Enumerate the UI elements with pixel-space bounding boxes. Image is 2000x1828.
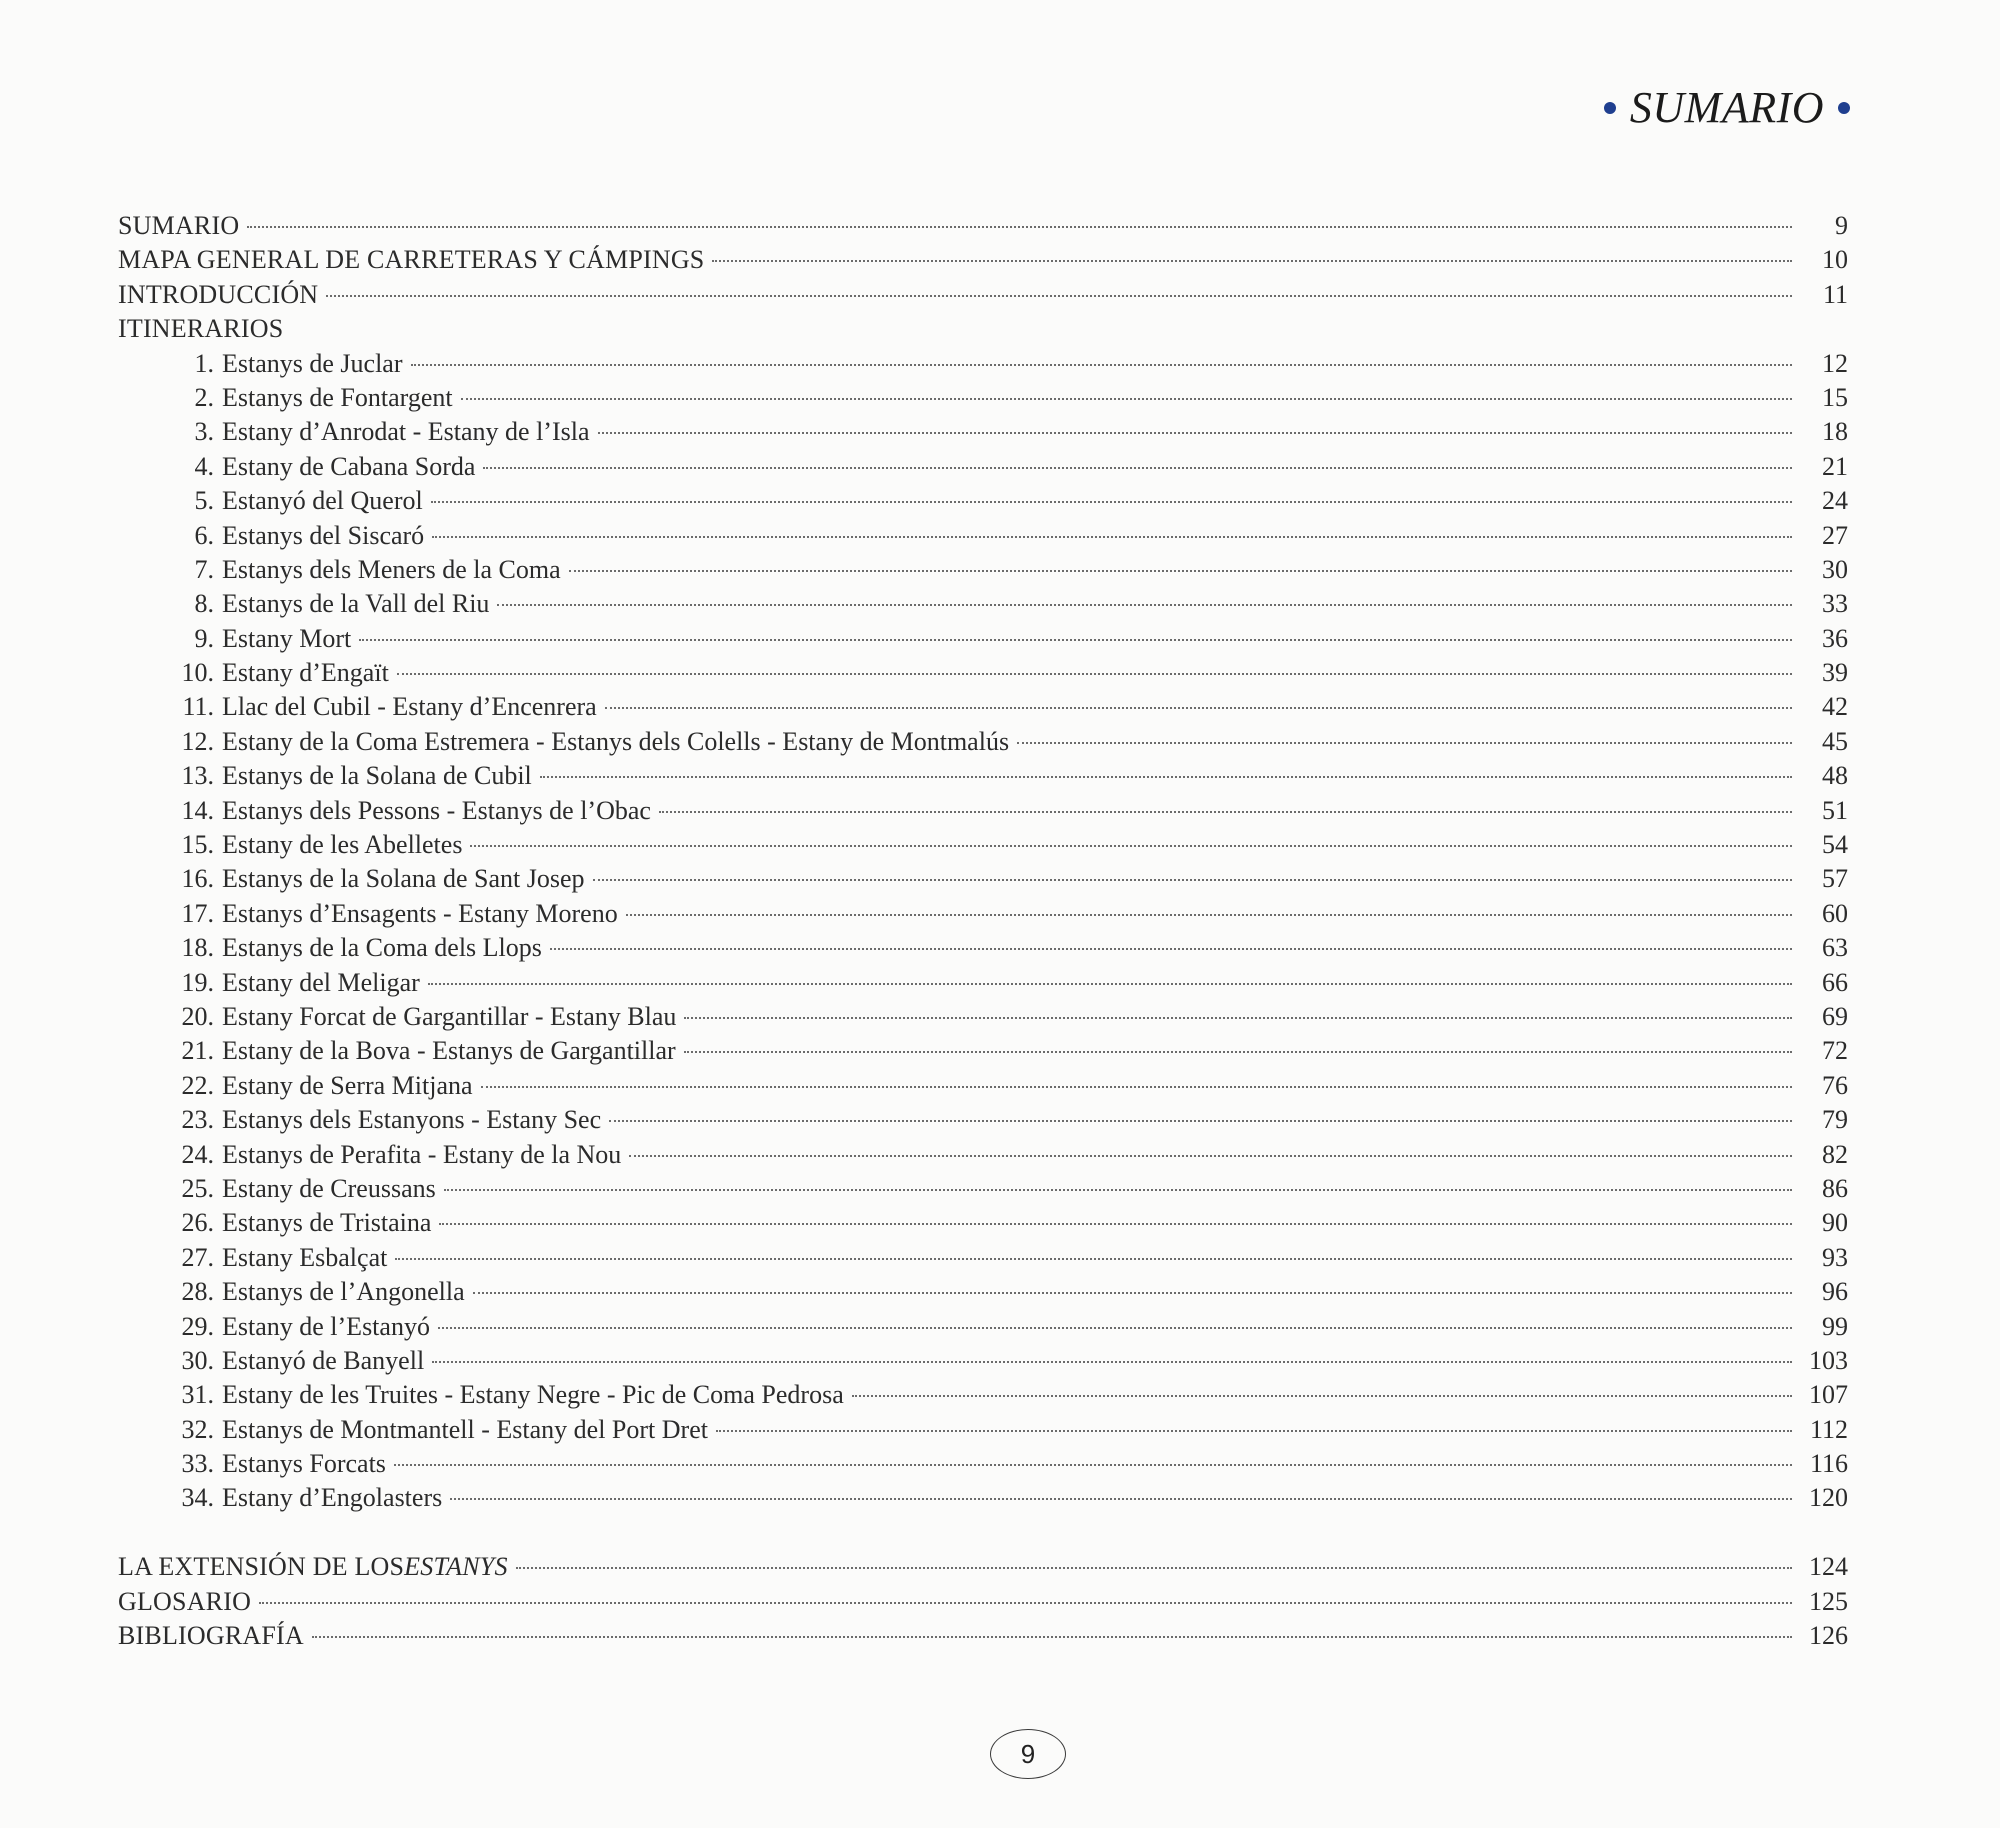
toc-itinerary-entry[interactable] [118,897,1848,931]
itinerary-number: 19. [181,967,214,997]
toc-entry-page: 125 [1809,1586,1848,1616]
toc-entry-label-wrap [118,1241,387,1275]
dot-leader [395,1258,1792,1260]
header-bullet-right [1838,102,1850,114]
toc-entry-label: MAPA GENERAL DE CARRETERAS Y CÁMPINGS [118,245,705,275]
itinerary-label: Estanyó del Querol [222,486,423,516]
toc-entry-label-wrap [118,450,475,484]
toc-entry-label-wrap [118,1447,386,1481]
dot-leader [483,467,1792,469]
itinerary-label: Estany d’Engaït [222,658,389,688]
dot-leader [609,1120,1792,1122]
itinerary-label: Estany Esbalçat [222,1242,388,1272]
toc-entry-label-wrap [118,1206,431,1240]
itinerary-page: 45 [1822,726,1848,756]
dot-leader [550,948,1792,950]
toc-itinerary-entry[interactable] [118,347,1848,381]
dot-leader [540,776,1792,778]
itinerary-number: 8. [194,589,214,619]
header-bullet-left [1604,102,1616,114]
dot-leader [432,536,1792,538]
itinerary-number: 29. [181,1311,214,1341]
dot-leader [247,226,1792,228]
dot-leader [470,845,1792,847]
itinerary-label: Estanys de la Coma dels Llops [222,933,542,963]
itinerary-label: Estanys de la Solana de Sant Josep [222,864,585,894]
itinerary-page: 54 [1822,830,1848,860]
itinerary-page: 107 [1809,1380,1848,1410]
itinerary-label: Estany de la Bova - Estanys de Gargantillar [222,1036,676,1066]
toc-itinerary-entry[interactable] [118,381,1848,415]
toc-entry-label-wrap [118,1413,708,1447]
toc-entry[interactable] [118,278,1848,312]
toc-entry[interactable] [118,1619,1848,1653]
itinerary-page: 103 [1809,1345,1848,1375]
itinerary-page: 39 [1822,658,1848,688]
toc-entry-label-wrap [118,1034,676,1068]
toc-itinerary-entry[interactable] [118,1069,1848,1103]
toc-entry-page: 10 [1822,245,1848,275]
itinerary-page: 30 [1822,554,1848,584]
itinerary-label: Estanys de la Vall del Riu [222,589,490,619]
itinerary-page: 96 [1822,1277,1848,1307]
itinerary-label: Estanys de Tristaina [222,1208,432,1238]
itinerary-page: 24 [1822,486,1848,516]
toc-itinerary-entry[interactable] [118,862,1848,896]
toc-entry-label-wrap [118,1378,844,1412]
itinerary-number: 11. [182,692,214,722]
toc-entry-label-wrap [118,1481,442,1515]
dot-leader [605,707,1792,709]
toc-itinerary-entry[interactable] [118,690,1848,724]
itinerary-label: Estany Mort [222,623,352,653]
toc-entry-label-wrap [118,347,403,381]
dot-leader [397,673,1792,675]
dot-leader [598,432,1792,434]
itinerary-label: Estany de Creussans [222,1173,436,1203]
itinerary-page: 86 [1822,1173,1848,1203]
itinerary-label: Estanys de l’Angonella [222,1277,465,1307]
itinerary-number: 2. [194,382,214,412]
itinerary-page: 60 [1822,898,1848,928]
dot-leader [1017,742,1792,744]
itinerary-page: 63 [1822,933,1848,963]
toc-itinerary-entry[interactable] [118,1034,1848,1068]
itinerary-number: 28. [181,1277,214,1307]
toc-entry-label-wrap [118,1344,424,1378]
itinerary-number: 13. [181,761,214,791]
toc-entry-label-wrap [118,931,542,965]
toc-entry[interactable] [118,209,1848,243]
toc-itinerary-entry[interactable] [118,725,1848,759]
itinerary-number: 26. [181,1208,214,1238]
itinerary-label: Estany del Meligar [222,967,420,997]
toc-entry-label-wrap [118,415,590,449]
itinerary-page: 120 [1809,1483,1848,1513]
toc-entry-label-wrap [118,1103,601,1137]
itinerary-label: Llac del Cubil - Estany d’Encenrera [222,692,597,722]
itinerary-number: 27. [181,1242,214,1272]
toc-entry-label-wrap [118,519,424,553]
toc-itinerary-entry[interactable] [118,587,1848,621]
toc-itinerary-entry[interactable] [118,1275,1848,1309]
itinerary-number: 4. [194,451,214,481]
itinerary-page: 42 [1822,692,1848,722]
toc-entry-label-wrap [118,794,651,828]
toc-entry[interactable] [118,1585,1848,1619]
toc-entry-label: GLOSARIO [118,1586,252,1616]
itinerary-number: 25. [181,1173,214,1203]
dot-leader [716,1430,1792,1432]
dot-leader [593,879,1793,881]
itinerary-number: 6. [194,520,214,550]
itinerary-label: Estanys dels Estanyons - Estany Sec [222,1105,602,1135]
toc-entry-label-wrap [118,243,704,277]
itinerary-page: 36 [1822,623,1848,653]
dot-leader [259,1602,1792,1604]
toc-itinerary-entry[interactable] [118,1000,1848,1034]
table-of-contents [118,209,1848,1653]
itinerary-label: Estany de Serra Mitjana [222,1070,473,1100]
itinerary-label: Estanys de Fontargent [222,382,453,412]
toc-itinerary-entry[interactable] [118,1241,1848,1275]
dot-leader [626,914,1792,916]
dot-leader [497,604,1792,606]
itinerary-page: 90 [1822,1208,1848,1238]
toc-entry-label-wrap [118,1138,621,1172]
itinerary-number: 10. [181,658,214,688]
toc-entry-label-wrap [118,484,423,518]
dot-leader [481,1086,1792,1088]
toc-entry-label-wrap [118,828,462,862]
itinerary-number: 1. [194,348,214,378]
toc-entry-label: INTRODUCCIÓN [118,279,319,309]
toc-itinerary-entry[interactable] [118,519,1848,553]
itinerary-label: Estany de la Coma Estremera - Estanys dels Colells - Estany de Montmalús [222,726,1010,756]
toc-itinerary-entry[interactable] [118,450,1848,484]
page-title: SUMARIO [1629,83,1824,132]
itinerary-number: 22. [181,1070,214,1100]
itinerary-number: 3. [194,417,214,447]
toc-itinerary-entry[interactable] [118,1138,1848,1172]
toc-entry-label: SUMARIO [118,211,240,240]
itinerary-page: 79 [1822,1105,1848,1135]
itinerary-number: 12. [181,726,214,756]
dot-leader [428,983,1792,985]
toc-entry-label-italic: ESTANYS [404,1552,508,1582]
dot-leader [450,1498,1792,1500]
itinerary-page: 99 [1822,1311,1848,1341]
dot-leader [432,1361,1792,1363]
itinerary-number: 20. [181,1001,214,1031]
toc-entry-label-wrap [118,725,1009,759]
section-heading-label: ITINERARIOS [118,314,284,344]
itinerary-label: Estanys d’Ensagents - Estany Moreno [222,898,618,928]
toc-itinerary-entry[interactable] [118,759,1848,793]
toc-itinerary-entry[interactable] [118,1447,1848,1481]
toc-entry[interactable] [118,1550,1848,1584]
toc-entry-label: LA EXTENSIÓN DE LOS [118,1552,405,1582]
toc-entry-label: BIBLIOGRAFÍA [118,1621,304,1651]
itinerary-number: 34. [181,1483,214,1513]
toc-itinerary-entry[interactable] [118,1172,1848,1206]
toc-itinerary-entry[interactable] [118,622,1848,656]
itinerary-label: Estany d’Anrodat - Estany de l’Isla [222,417,590,447]
itinerary-number: 14. [181,795,214,825]
toc-entry-label-wrap [118,1275,465,1309]
itinerary-number: 32. [181,1414,214,1444]
itinerary-page: 82 [1822,1139,1848,1169]
itinerary-label: Estanys de Juclar [222,348,403,378]
toc-entry-label-wrap [118,690,597,724]
itinerary-page: 27 [1822,520,1848,550]
itinerary-number: 23. [181,1105,214,1135]
toc-itinerary-entry[interactable] [118,794,1848,828]
itinerary-label: Estany d’Engolasters [222,1483,443,1513]
dot-leader [684,1051,1792,1053]
itinerary-number: 18. [181,933,214,963]
dot-leader [326,295,1792,297]
toc-entry-label-wrap [118,553,561,587]
dot-leader [444,1189,1792,1191]
dot-leader [852,1395,1792,1397]
dot-leader [461,398,1792,400]
dot-leader [312,1636,1792,1638]
itinerary-page: 12 [1822,348,1848,378]
toc-section-heading [118,312,1848,346]
itinerary-page: 18 [1822,417,1848,447]
itinerary-page: 57 [1822,864,1848,894]
toc-itinerary-entry[interactable] [118,1378,1848,1412]
toc-itinerary-entry[interactable] [118,415,1848,449]
dot-leader [629,1155,1792,1157]
itinerary-number: 7. [194,554,214,584]
toc-itinerary-entry[interactable] [118,1413,1848,1447]
dot-leader [569,570,1792,572]
itinerary-number: 15. [181,830,214,860]
itinerary-label: Estanys dels Pessons - Estanys de l’Obac [222,795,651,825]
toc-entry-label-wrap [118,1619,304,1653]
page-number: 9 [1020,1738,1036,1769]
toc-entry-label-wrap [118,1310,430,1344]
toc-entry-label-wrap [118,1069,473,1103]
page-number-badge [990,1729,1066,1779]
dot-leader [439,1223,1792,1225]
itinerary-number: 17. [181,898,214,928]
toc-entry-page: 9 [1835,211,1848,240]
toc-entry-label-wrap [118,278,318,312]
itinerary-number: 21. [181,1036,214,1066]
itinerary-label: Estany de l’Estanyó [222,1311,430,1341]
toc-entry[interactable] [118,243,1848,277]
dot-leader [411,364,1792,366]
toc-entry-label-wrap [118,622,351,656]
itinerary-label: Estany Forcat de Gargantillar - Estany Blau [222,1001,677,1031]
toc-entry-label-wrap [118,1000,676,1034]
toc-itinerary-entry[interactable] [118,966,1848,1000]
toc-entry-page: 126 [1809,1621,1848,1651]
itinerary-number: 33. [181,1449,214,1479]
toc-entry-label-wrap [118,1550,508,1584]
toc-itinerary-entry[interactable] [118,553,1848,587]
itinerary-label: Estanys Forcats [222,1449,386,1479]
itinerary-number: 9. [194,623,214,653]
toc-entry-label-wrap [118,966,420,1000]
itinerary-label: Estany de Cabana Sorda [222,451,476,481]
itinerary-page: 51 [1822,795,1848,825]
toc-itinerary-entry[interactable] [118,656,1848,690]
dot-leader [712,260,1792,262]
itinerary-page: 21 [1822,451,1848,481]
itinerary-page: 93 [1822,1242,1848,1272]
toc-entry-label-wrap [118,1585,251,1619]
dot-leader [473,1292,1792,1294]
toc-entry-label-wrap [118,759,532,793]
toc-itinerary-entry[interactable] [118,931,1848,965]
itinerary-number: 24. [181,1139,214,1169]
toc-entry-label-wrap [118,209,239,243]
toc-itinerary-entry[interactable] [118,1103,1848,1137]
dot-leader [431,501,1792,503]
toc-itinerary-entry[interactable] [118,484,1848,518]
page-header [1604,82,1850,133]
toc-entry-page: 124 [1809,1552,1848,1582]
itinerary-label: Estanys de Montmantell - Estany del Port Dret [222,1414,708,1444]
toc-entry-label-wrap [118,862,585,896]
toc-entry-label-wrap [118,897,618,931]
itinerary-page: 72 [1822,1036,1848,1066]
toc-itinerary-entry[interactable] [118,1310,1848,1344]
toc-itinerary-entry[interactable] [118,1206,1848,1240]
toc-entry-label-wrap [118,587,489,621]
itinerary-number: 30. [181,1345,214,1375]
itinerary-number: 16. [181,864,214,894]
toc-itinerary-entry[interactable] [118,1344,1848,1378]
itinerary-page: 15 [1822,382,1848,412]
itinerary-page: 76 [1822,1070,1848,1100]
itinerary-page: 33 [1822,589,1848,619]
itinerary-page: 48 [1822,761,1848,791]
toc-itinerary-entry[interactable] [118,1481,1848,1515]
dot-leader [659,811,1792,813]
dot-leader [394,1464,1792,1466]
itinerary-page: 69 [1822,1001,1848,1031]
itinerary-label: Estanys del Siscaró [222,520,425,550]
toc-itinerary-entry[interactable] [118,828,1848,862]
dot-leader [359,639,1792,641]
itinerary-label: Estanys dels Meners de la Coma [222,554,561,584]
itinerary-label: Estany de les Truites - Estany Negre - Pic de Coma Pedrosa [222,1380,844,1410]
dot-leader [438,1327,1792,1329]
itinerary-number: 31. [181,1380,214,1410]
toc-entry-label-wrap [118,656,389,690]
toc-entry-page: 11 [1822,279,1848,309]
dot-leader [516,1567,1792,1569]
toc-spacer [118,1516,1848,1550]
itinerary-label: Estanyó de Banyell [222,1345,425,1375]
itinerary-page: 112 [1809,1414,1848,1444]
toc-entry-label-wrap [118,381,453,415]
itinerary-page: 66 [1822,967,1848,997]
itinerary-label: Estanys de Perafita - Estany de la Nou [222,1139,622,1169]
itinerary-number: 5. [194,486,214,516]
itinerary-page: 116 [1809,1449,1848,1479]
itinerary-label: Estany de les Abelletes [222,830,463,860]
toc-entry-label-wrap [118,1172,436,1206]
dot-leader [684,1017,1792,1019]
itinerary-label: Estanys de la Solana de Cubil [222,761,532,791]
